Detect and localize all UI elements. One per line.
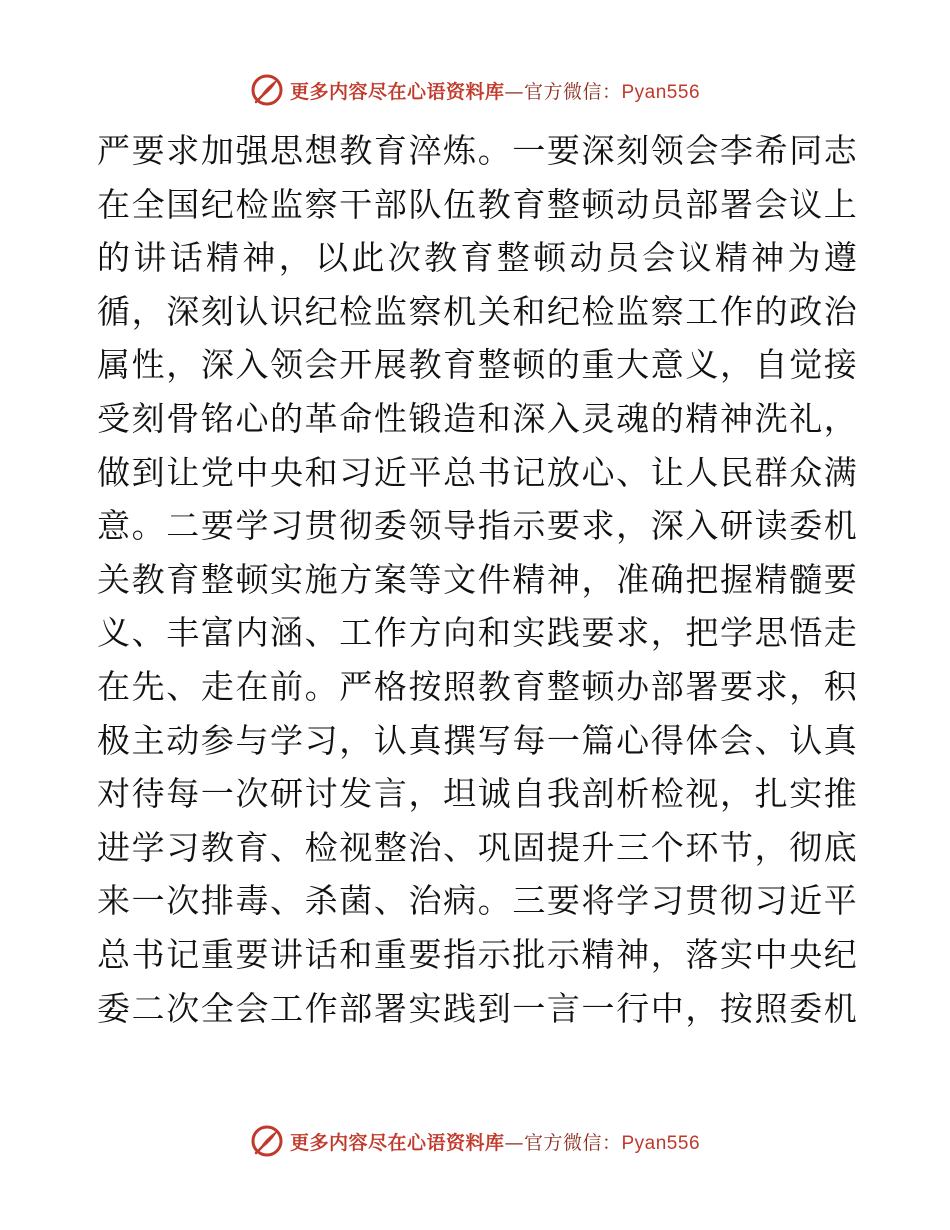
body-line: 义 、 丰 富 内 涵 、 工 作 方 向 和 实 践 要 求 ， 把 学 思 悟 走	[97, 613, 857, 653]
footer-banner	[0, 1121, 950, 1161]
body-line: 受 刻 骨 铭 心 的 革 命 性 锻 造 和 深 入 灵 魂 的 精 神 洗 礼 ，	[97, 398, 857, 438]
body-line: 对 待 每 一 次 研 讨 发 言 ， 坦 诚 自 我 剖 析 检 视 ， 扎 实 推	[97, 774, 857, 814]
footer-banner-title: 更多内容尽在心语资料库	[289, 1131, 505, 1154]
body-line: 的 讲 话 精 神 ， 以 此 次 教 育 整 顿 动 员 会 议 精 神 为 遵	[97, 238, 857, 278]
body-line: 委 二 次 全 会 工 作 部 署 实 践 到 一 言 一 行 中 ， 按 照 委 机	[97, 988, 857, 1028]
body-line: 极 主 动 参 与 学 习 ， 认 真 撰 写 每 一 篇 心 得 体 会 、 认 真	[97, 720, 857, 760]
body-line: 来 一 次 排 毒 、 杀 菌 、 治 病 。 三 要 将 学 习 贯 彻 习 近 平	[97, 881, 857, 921]
header-banner-title: 更多内容尽在心语资料库	[289, 80, 505, 103]
footer-banner-separator: —	[504, 1131, 524, 1154]
body-line: 关 教 育 整 顿 实 施 方 案 等 文 件 精 神 ， 准 确 把 握 精 髓 要	[97, 559, 857, 599]
body-line: 意 。 二 要 学 习 贯 彻 委 领 导 指 示 要 求 ， 深 入 研 读 委 机	[97, 506, 857, 546]
body-line: 总 书 记 重 要 讲 话 和 重 要 指 示 批 示 精 神 ， 落 实 中 央 纪	[97, 934, 857, 974]
footer-wechat-id: Pyan556	[621, 1132, 701, 1154]
header-banner-separator: —	[504, 80, 524, 103]
header-banner-text	[290, 77, 700, 104]
body-line: 循 ， 深 刻 认 识 纪 检 监 察 机 关 和 纪 检 监 察 工 作 的 政 治	[97, 291, 857, 331]
header-banner	[0, 70, 950, 110]
body-line: 严 要 求 加 强 思 想 教 育 淬 炼 。 一 要 深 刻 领 会 李 希 同 志	[97, 131, 857, 170]
body-line: 在 先 、 走 在 前 。 严 格 按 照 教 育 整 顿 办 部 署 要 求 ， 积	[97, 666, 857, 706]
body-line: 在 全 国 纪 检 监 察 干 部 队 伍 教 育 整 顿 动 员 部 署 会 议 上	[97, 184, 857, 224]
body-line: 属 性 ， 深 入 领 会 开 展 教 育 整 顿 的 重 大 意 义 ， 自 觉 接	[97, 345, 857, 385]
quill-logo-icon	[250, 73, 284, 107]
footer-banner-label: 官方微信：	[523, 1131, 622, 1154]
header-wechat-id: Pyan556	[621, 81, 701, 103]
header-banner-label: 官方微信：	[523, 80, 622, 103]
body-line: 做 到 让 党 中 央 和 习 近 平 总 书 记 放 心 、 让 人 民 群 众 满	[97, 452, 857, 492]
body-line: 进 学 习 教 育 、 检 视 整 治 、 巩 固 提 升 三 个 环 节 ， 彻 底	[97, 827, 857, 867]
footer-banner-text	[290, 1128, 700, 1155]
document-body	[97, 124, 857, 1035]
quill-logo-icon	[250, 1124, 284, 1158]
